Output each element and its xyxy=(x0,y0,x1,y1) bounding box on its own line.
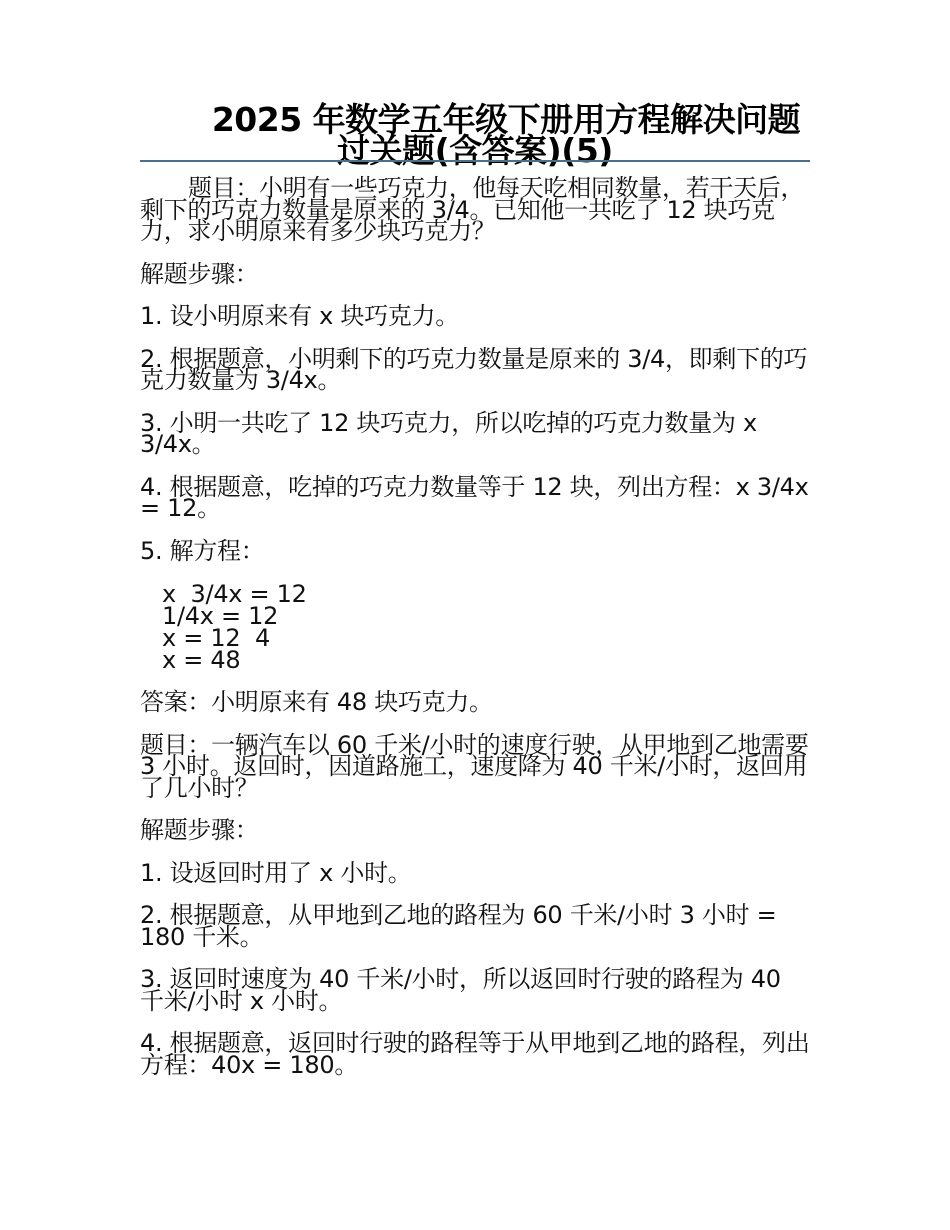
equation-line: x 3/4x = 12 xyxy=(162,580,307,608)
problem-2-question: 题目：一辆汽车以 60 千米/小时的速度行驶，从甲地到乙地需要 3 小时。返回时，因道路施工，速度降为 40 千米/小时，返回用了几小时？ xyxy=(140,730,809,802)
title-divider xyxy=(140,160,810,162)
problem-2-step-1: 1. 设返回时用了 x 小时。 xyxy=(140,858,412,887)
problem-2-steps-label: 解题步骤： xyxy=(140,816,259,844)
problem-2-step-2: 2. 根据题意，从甲地到乙地的路程为 60 千米/小时 3 小时 = 180 千米。 xyxy=(140,901,777,951)
problem-2-step-4: 4. 根据题意，返回时行驶的路程等于从甲地到乙地的路程，列出方程：40x = 180。 xyxy=(140,1029,810,1079)
equation-line: x = 12 4 xyxy=(162,624,270,652)
problem-1-step-2: 2. 根据题意，小明剩下的巧克力数量是原来的 3/4，即剩下的巧克力数量为 3/4x。 xyxy=(140,344,808,394)
title-line-1: 2025 年数学五年级下册用方程解决问题 xyxy=(211,100,801,139)
document-title xyxy=(140,100,810,170)
problem-1-step-5: 5. 解方程： xyxy=(140,536,265,565)
title-line-2: 过关题(含答案)(5) xyxy=(337,131,613,170)
problem-1-step-1: 1. 设小明原来有 x 块巧克力。 xyxy=(140,302,459,330)
problem-1-step-4: 4. 根据题意，吃掉的巧克力数量等于 12 块，列出方程：x 3/4x = 12。 xyxy=(140,472,809,522)
problem-1-answer: 答案：小明原来有 48 块巧克力。 xyxy=(140,688,493,716)
document-body xyxy=(140,174,810,1097)
equation-line: x = 48 xyxy=(162,646,241,674)
equation-line: 1/4x = 12 xyxy=(162,602,279,630)
problem-1-step-3: 3. 小明一共吃了 12 块巧克力，所以吃掉的巧克力数量为 x 3/4x。 xyxy=(140,408,757,458)
problem-1-equations xyxy=(162,580,810,674)
problem-1-steps-label: 解题步骤： xyxy=(140,259,259,288)
problem-1-question: 题目：小明有一些巧克力，他每天吃相同数量，若干天后，剩下的巧克力数量是原来的 3/4。已知他一共吃了 12 块巧克力，求小明原来有多少块巧克力？ xyxy=(140,174,805,245)
problem-2-step-3: 3. 返回时速度为 40 千米/小时，所以返回时行驶的路程为 40 千米/小时 x 小时。 xyxy=(140,965,781,1015)
